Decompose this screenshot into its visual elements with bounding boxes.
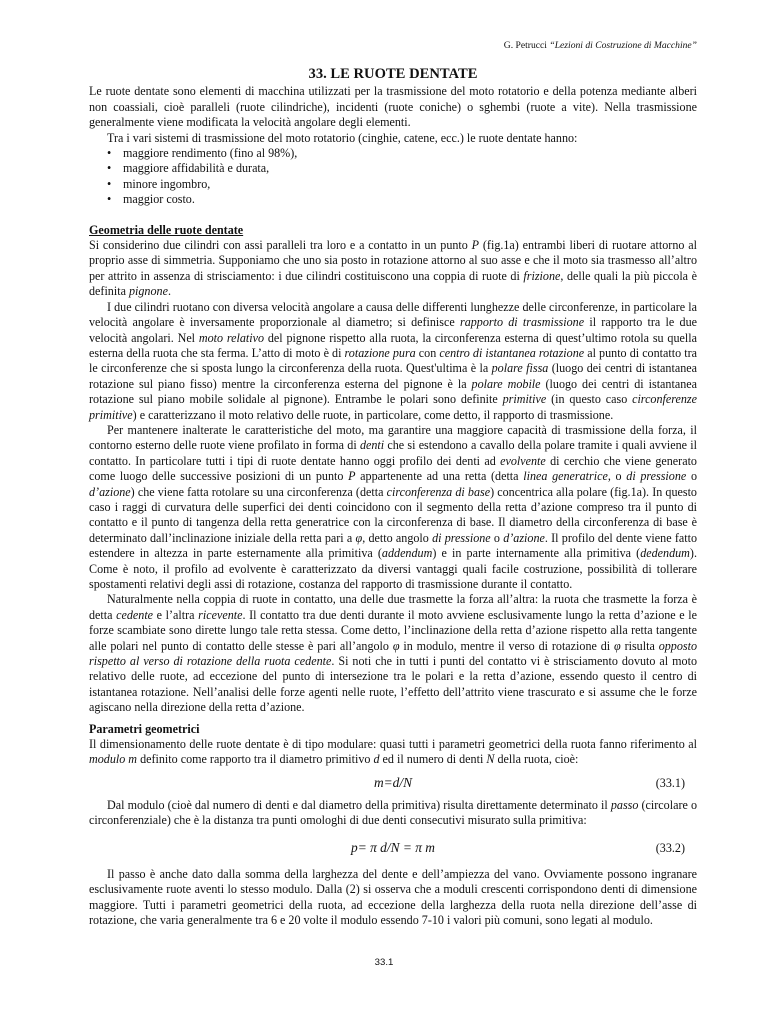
- section-heading-geometry: Geometria delle ruote dentate: [89, 222, 244, 237]
- equation-33-2: [89, 833, 697, 863]
- equation-number: (33.2): [655, 840, 685, 855]
- header-author: G. Petrucci: [503, 40, 547, 51]
- parameters-paragraph-3: Il passo è anche dato dalla somma della larghezza del dente e dell’ampiezza del vano. Ovviamente possono ingranare esclusivamente ruote aventi lo stesso modulo. Dalla (2) si osserva che a moduli crescenti corrispondono denti di dimensione maggiore. Tutti i parametri geometrici della ruota, ad eccezione della larghezza della ruota nella direzione dell’asse di rotazione, che varia generalmente tra 6 e 20 volte il modulo essendo 7-10 i valori più comuni, sono legati al modulo.: [89, 866, 697, 927]
- list-item: • maggior costo.: [107, 192, 697, 207]
- intro-paragraph-2: Tra i vari sistemi di trasmissione del moto rotatorio (cinghie, catene, ecc.) le ruote dentate hanno:: [107, 130, 578, 145]
- geometry-paragraph-3: Per mantenere inalterate le caratteristiche del moto, ma garantire una maggiore capacità di trasmissione della forza, il contorno esterno delle ruote viene profilato in forma di denti che si estendono a cavallo della polare tramite i quali avviene il contatto. In particolare tutti i tipi di ruote dentate hanno oggi profilo dei denti ad evolvente di cerchio che viene generato come luogo delle successive posizioni di un punto P appartenente ad una retta (detta linea generatrice, o di pressione o d’azione) che viene fatta rotolare su una circonferenza (detta circonferenza di base) concentrica alla polare (fig.1a). In questo caso i raggi di curvatura delle superfici dei denti coincidono con il segmento della retta d’azione compreso tra il punto di contatto e il punto di tangenza della retta generatrice con la circonferenza di base. Il diametro della circonferenza di base è determinato dall’inclinazione iniziale della retta pari a φ, detto angolo di pressione o d’azione. Il profilo del dente viene fatto estendere in altezza in parte esternamente alla primitiva (addendum) e in parte internamente alla primitiva (dedendum). Come è noto, il profilo ad evolvente è caratterizzato da diversi vantaggi quali facile costruzione, possibilità di tollerare spostamenti relativi degli assi di rotazione, costanza del rapporto di trasmissione durante il contatto.: [89, 422, 697, 591]
- geometry-paragraph-1: Si considerino due cilindri con assi paralleli tra loro e a contatto in un punto P (fig.1a) entrambi liberi di ruotare attorno al proprio asse di simmetria. Supponiamo che uno sia posto in rotazione attorno al suo asse e che il moto sia trasmesso all’altro per attrito in assenza di strisciamento: i due cilindri costituiscono una coppia di ruote di frizione, delle quali la più piccola è definita pignone.: [89, 238, 697, 299]
- parameters-paragraph-1: Il dimensionamento delle ruote dentate è di tipo modulare: quasi tutti i parametri geometrici della ruota fanno riferimento al modulo m definito come rapporto tra il diametro primitivo d ed il numero di denti N della ruota, cioè:: [89, 737, 697, 767]
- running-header: [89, 38, 697, 53]
- list-item: • minore ingombro,: [107, 177, 697, 192]
- list-item: • maggiore rendimento (fino al 98%),: [107, 146, 697, 161]
- geometry-paragraph-4: Naturalmente nella coppia di ruote in contatto, una delle due trasmette la forza all’altra: la ruota che trasmette la forza è detta cedente e l’altra ricevente. Il contatto tra due denti durante il moto avviene esclusivamente lungo la retta d’azione e le forze scambiate sono dirette lungo tale retta stessa. Come detto, l’inclinazione della retta d’azione rispetto alla retta tangente alle polari nel punto di contatto delle stesse è pari all’angolo φ in modulo, mentre il verso di rotazione di φ risulta opposto rispetto al verso di rotazione della ruota cedente. Si noti che in tutti i punti del contatto vi è strisciamento dovuto al moto relativo delle ruote, ad eccezione del punto di intersezione tra le polari e la retta d’azione, essendo questo il centro di istantanea rotazione. Nell’analisi delle forze agenti nelle ruote, l’effetto dell’attrito viene trascurato e si assume che le forze agiscano nella direzione della retta d’azione.: [89, 592, 697, 715]
- equation-33-1: [89, 768, 697, 798]
- advantages-list: [89, 146, 697, 208]
- intro-paragraph-1: Le ruote dentate sono elementi di macchina utilizzati per la trasmissione del moto rotatorio e della potenza mediante alberi non coassiali, cioè paralleli (ruote cilindriche), incidenti (ruote coniche) o sghembi (ruote a vite). Nella trasmissione generalmente viene modificata la velocità angolare degli elementi.: [89, 84, 697, 130]
- parameters-paragraph-2: Dal modulo (cioè dal numero di denti e dal diametro della primitiva) risulta direttamente determinato il passo (circolare o circonferenziale) che è la distanza tra punti omologhi di due denti consecutivi misurato sulla primitiva:: [89, 797, 697, 828]
- page-number: 33.1: [374, 957, 394, 968]
- header-title: “Lezioni di Costruzione di Macchine”: [549, 40, 697, 51]
- page-content: [89, 38, 697, 928]
- equation-number: (33.1): [655, 775, 685, 790]
- list-item: • maggiore affidabilità e durata,: [107, 161, 697, 176]
- chapter-title: 33. LE RUOTE DENTATE: [308, 66, 478, 83]
- geometry-paragraph-2: I due cilindri ruotano con diversa velocità angolare a causa delle differenti lunghezze delle circonferenze, in particolare la velocità angolare è inversamente proporzionale al diametro; si definisce rapporto di trasmissione il rapporto tra le due velocità angolari. Nel moto relativo del pignone rispetto alla ruota, la circonferenza esterna di quest’ultimo rotola su quella esterna della ruota che sta ferma. L’atto di moto è di rotazione pura con centro di istantanea rotazione al punto di contatto tra le circonferenze che si sposta lungo la circonferenza della ruota. Quest'ultima è la polare fissa (luogo dei centri di istantanea rotazione sul piano fisso) mentre la circonferenza esterna del pignone è la polare mobile (luogo dei centri di istantanea rotazione sul piano mobile solidale al pignone). Entrambe le polari sono definite primitive (in questo caso circonferenze primitive) e caratterizzano il moto relativo delle ruote, in particolare, come detto, il rapporto di trasmissione.: [89, 299, 697, 422]
- section-heading-parameters: Parametri geometrici: [89, 721, 200, 736]
- equation-expression: p= π d/N = π m: [351, 839, 435, 855]
- equation-expression: m=d/N: [373, 774, 413, 790]
